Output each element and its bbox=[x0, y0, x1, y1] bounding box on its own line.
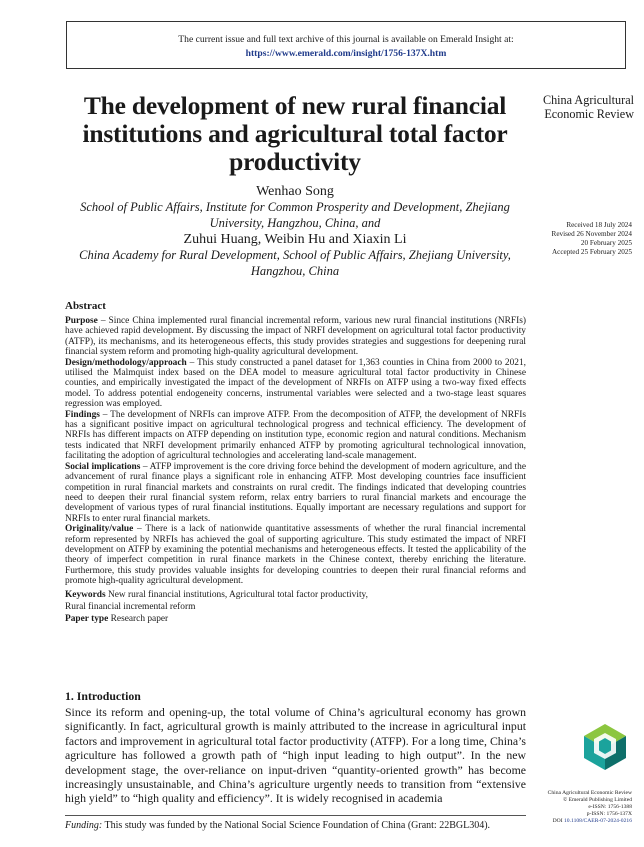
author-name-1: Wenhao Song bbox=[256, 184, 334, 199]
social-label: Social implications bbox=[65, 461, 141, 472]
abstract-heading: Abstract bbox=[65, 300, 106, 312]
author-block bbox=[60, 183, 530, 279]
keywords-text: New rural financial institutions, Agricultural total factor productivity, bbox=[105, 589, 368, 600]
journal-url-link[interactable]: https://www.emerald.com/insight/1756-137X.htm bbox=[245, 48, 447, 59]
paper-type-text: Research paper bbox=[108, 614, 169, 625]
funding-label: Funding: bbox=[65, 820, 103, 831]
notice-text: The current issue and full text archive of this journal is available on Emerald Insight at: bbox=[178, 34, 514, 45]
funding-note bbox=[65, 820, 526, 832]
journal-cube-logo-icon bbox=[580, 722, 630, 772]
article-history bbox=[500, 221, 632, 257]
introduction-paragraph: Since its reform and opening-up, the total volume of China’s agricultural economy has grown significantly. In fact, agricultural growth is mainly attributed to the increase in agricultural input factors and improvement in agricultural total factor productivity (ATFP). For a long time, China’s agriculture has followed a growth path of “high input leading to high output”. In the new development stage, the over-reliance on input-driven “quantity-oriented growth” has become increasingly unsustainable, and China’s agriculture urgently needs to transition from “extensive high yield” to “high quality and efficiency”. It is widely recognised in academia bbox=[65, 705, 526, 806]
design-text: – This study constructed a panel dataset for 1,363 counties in China from 2000 to 2021, utilised the Malmquist index based on the DEA model to measure agricultural total factor productivity in Chinese counties, and empirically investigated the impact of the development of NRFIs on ATFP using a two-way fixed effects model. To address potential endogeneity concerns, instrumental variables were selected and a two-stage least squares regression was employed. bbox=[65, 357, 526, 410]
history-accepted: Accepted 25 February 2025 bbox=[551, 248, 632, 256]
history-received: Received 18 July 2024 bbox=[566, 221, 632, 229]
abstract-design bbox=[65, 358, 526, 410]
introduction-section bbox=[65, 689, 526, 806]
abstract-paper-type bbox=[65, 614, 526, 624]
keywords-label: Keywords bbox=[65, 589, 106, 600]
doi-label: DOI bbox=[552, 818, 563, 824]
pubinfo-pissn: p-ISSN: 1756-137X bbox=[586, 811, 632, 817]
originality-label: Originality/value bbox=[65, 524, 134, 535]
originality-text: – There is a lack of nationwide quantitative assessments of whether the rural financial incremental reform represented by NRFIs has achieved the goal of supporting agriculture. This study estimated the impact of NRFI development on ATFP by examining the potential mechanisms and heterogeneous effects. It tested the applicability of the theory of imperfect competition in rural finance markets in the Chinese context, thereby enriching the literature. Furthermore, this study provides valuable insights for developing countries to deepen their rural financial reforms and promote high-quality agricultural development. bbox=[65, 524, 526, 587]
article-title: The development of new rural financial institutions and agricultural total factor productivity bbox=[82, 91, 508, 176]
journal-name: China Agricultural Economic Review bbox=[542, 93, 634, 121]
findings-label: Findings bbox=[65, 409, 100, 420]
doi-link[interactable]: 10.1108/CAER-07-2024-0216 bbox=[563, 818, 632, 824]
abstract-originality bbox=[65, 524, 526, 586]
footnote-divider bbox=[65, 815, 526, 816]
funding-text: This study was funded by the National Social Science Foundation of China (Grant: 22BGL304). bbox=[102, 820, 491, 831]
pubinfo-doi-line bbox=[520, 818, 632, 825]
design-label: Design/methodology/approach bbox=[65, 357, 187, 368]
history-revised-2: 20 February 2025 bbox=[580, 239, 632, 247]
social-text: – ATFP improvement is the core driving force behind the development of modern agriculture, and the advancement of rural finance plays a significant role in enhancing ATFP. Most developing countries face insufficient competition in rural financial markets and constraints on rural credit. The findings indicated that developing countries need to deepen their rural financial system reform, relax entry barriers to rural financial markets and encourage the development of various types of rural financial institutions. Equally important are necessary regulations and support for NRFIs to enter rural financial markets. bbox=[65, 461, 527, 524]
introduction-heading: 1. Introduction bbox=[65, 689, 141, 703]
abstract-section bbox=[65, 300, 526, 625]
paper-type-label: Paper type bbox=[65, 614, 109, 625]
history-revised: Revised 26 November 2024 bbox=[551, 230, 632, 238]
abstract-purpose bbox=[65, 316, 526, 358]
journal-access-notice bbox=[66, 21, 626, 69]
pubinfo-eissn: e-ISSN: 1756-1388 bbox=[588, 804, 632, 810]
affiliation-2: China Academy for Rural Development, School of Public Affairs, Zhejiang University, Hangzhou, China bbox=[79, 248, 511, 278]
publication-info bbox=[520, 790, 632, 825]
pubinfo-journal: China Agricultural Economic Review bbox=[547, 790, 632, 796]
abstract-keywords-2: Rural financial incremental reform bbox=[65, 601, 196, 612]
affiliation-1: School of Public Affairs, Institute for Common Prosperity and Development, Zhejiang University, Hangzhou, China, and bbox=[80, 200, 510, 230]
abstract-social bbox=[65, 462, 526, 524]
findings-text: – The development of NRFIs can improve ATFP. From the decomposition of ATFP, the development of NRFIs has a significant positive impact on agricultural technological progress and technical efficiency. The development of NRFIs has different impacts on ATFP depending on institution type, economic region and natural conditions. Mechanism tests indicated that NRFI development primarily enhanced ATFP by promoting agricultural technological innovation, facilitating the adoption of agricultural technologies and accelerating land-scale management. bbox=[65, 409, 526, 462]
pubinfo-publisher: © Emerald Publishing Limited bbox=[562, 797, 632, 803]
abstract-keywords bbox=[65, 590, 526, 600]
purpose-label: Purpose bbox=[65, 316, 98, 326]
purpose-text: – Since China implemented rural financial incremental reform, various new rural financial institutions (NRFIs) have achieved rapid development. By discussing the impact of NRFI development on agricultural total factor productivity (ATFP), its mechanisms, and its heterogeneous effects, this study provides strategies and suggestions for deepening rural financial system reform and promoting high-quality agricultural development. bbox=[65, 316, 526, 358]
author-names-2: Zuhui Huang, Weibin Hu and Xiaxin Li bbox=[183, 232, 407, 247]
abstract-findings bbox=[65, 410, 526, 462]
